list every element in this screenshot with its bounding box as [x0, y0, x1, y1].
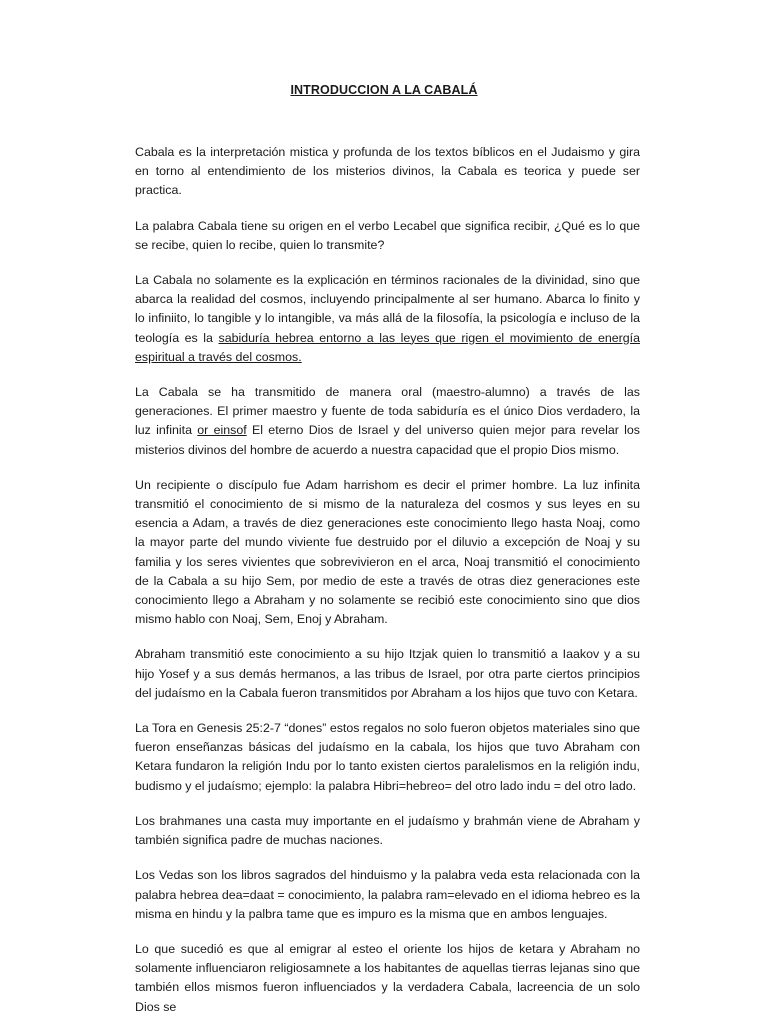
document-title: INTRODUCCION A LA CABALÁ	[290, 83, 478, 97]
paragraph-5: Un recipiente o discípulo fue Adam harrishom es decir el primer hombre. La luz infinita transmitió el conocimiento de si mismo de la naturaleza del cosmos y sus leyes en su esencia a Adam, a través de diez generaciones este conocimiento llego hasta Noaj, como la mayor parte del mundo viviente fue destruido por el diluvio a excepción de Noaj y su familia y los seres vivientes que sobrevivieron en el arca, Noaj transmitió el conocimiento de la Cabala a su hijo Sem, por medio de este a través de otras diez generaciones este conocimiento llego a Abraham y no solamente se recibió este conocimiento sino que dios mismo hablo con Noaj, Sem, Enoj y Abraham.	[135, 477, 640, 627]
underlined-phrase-sabiduria: sabiduría hebrea entorno a las leyes que rigen el movimiento de energía espiritual a través del cosmos.	[135, 330, 640, 364]
paragraph-4-text-end: El eterno Dios de Israel y del universo quien mejor para revelar los misterios divinos del hombre de acuerdo a nuestra capacidad que el propio Dios mismo.	[135, 423, 640, 457]
paragraph-4-text: La Cabala se ha transmitido de manera oral (maestro-alumno) a través de las generaciones. El primer maestro y fuente de toda sabiduría es el único Dios verdadero, la luz infinita	[135, 385, 640, 438]
paragraph-2: La palabra Cabala tiene su origen en el verbo Lecabel que significa recibir, ¿Qué es lo que se recibe, quien lo recibe, quien lo transmite?	[135, 218, 640, 252]
paragraph-8: Los brahmanes una casta muy importante en el judaísmo y brahmán viene de Abraham y también significa padre de muchas naciones.	[135, 813, 640, 848]
paragraph-3	[135, 271, 640, 367]
paragraph-9: Los Vedas son los libros sagrados del hinduismo y la palabra veda esta relacionada con la palabra hebrea dea=daat = conocimiento, la palabra ram=elevado en el idioma hebreo es la misma en hindu y la palbra tame que es impuro es la misma que en ambos lenguajes.	[135, 868, 640, 921]
document-body	[135, 143, 640, 1033]
paragraph-7: La Tora en Genesis 25:2-7 “dones” estos regalos no solo fueron objetos materiales sino que fueron enseñanzas básicas del judaísmo en la cabala, los hijos que tuvo Abraham con Ketara fundaron la religión Indu por lo tanto existen ciertos paralelismos en la religión indu, budismo y el judaísmo; ejemplo: la palabra Hibri=hebreo= del otro lado indu = del otro lado.	[135, 721, 640, 793]
paragraph-4	[135, 383, 640, 460]
paragraph-6: Abraham transmitió este conocimiento a su hijo Itzjak quien lo transmitió a Iaakov y a su hijo Yosef y a sus demás hermanos, a las tribus de Israel, por otra parte ciertos principios del judaísmo en la Cabala fueron transmitidos por Abraham a los hijos que tuvo con Ketara.	[135, 647, 640, 700]
paragraph-1: Cabala es la interpretación mistica y profunda de los textos bíblicos en el Judaismo y gira en torno al entendimiento de los misterios divinos, la Cabala es teorica y puede ser practica.	[135, 145, 640, 198]
paragraph-3-text: La Cabala no solamente es la explicación en términos racionales de la divinidad, sino que abarca la realidad del cosmos, incluyendo principalmente al ser humano. Abarca lo finito y lo infiniito, lo tangible y lo intangible, va más allá de la filosofía, la psicología e incluso de la teología es la	[135, 273, 640, 345]
underlined-phrase-einsof: or einsof	[197, 423, 247, 438]
paragraph-10: Lo que sucedió es que al emigrar al esteo el oriente los hijos de ketara y Abraham no solamente influenciaron religiosamnete a los habitantes de aquellas tierras lejanas sino que también ellos mismos fueron influenciados y la verdadera Cabala, lacreencia de un solo Dios se	[135, 941, 640, 1014]
